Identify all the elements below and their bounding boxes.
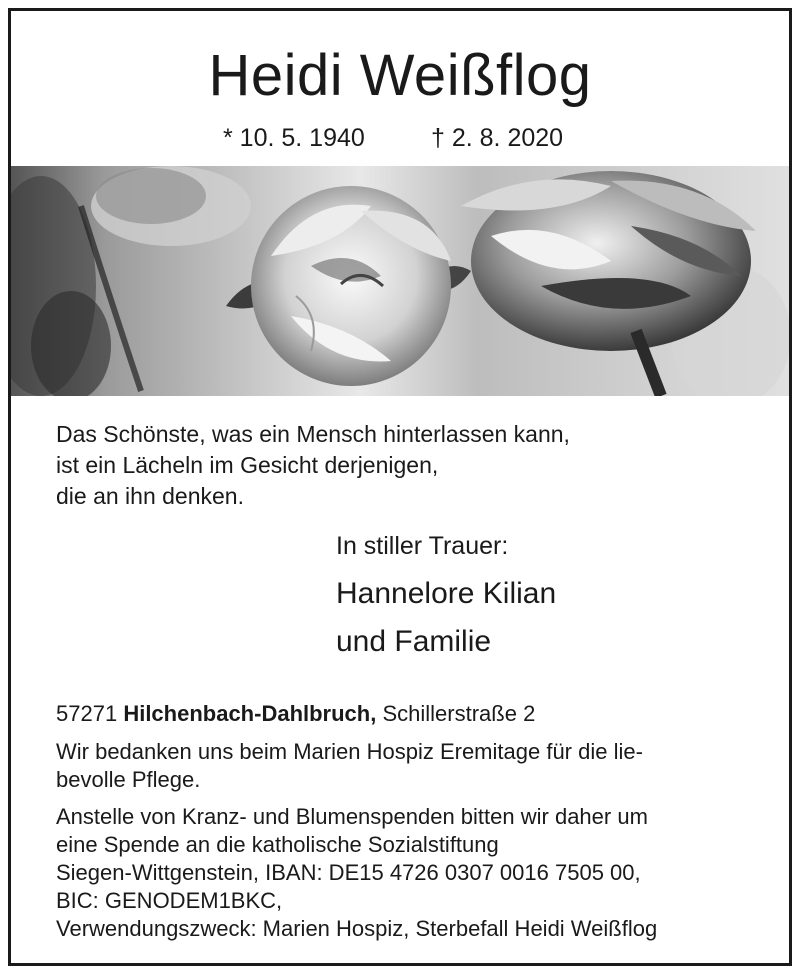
quote-line: die an ihn denken. [56,483,244,509]
roses-photo [11,166,789,396]
memorial-quote [56,419,570,512]
quote-line: ist ein Lächeln im Gesicht derjenigen, [56,452,439,478]
donation-line: BIC: GENODEM1BKC, [56,888,283,913]
birth-date: * 10. 5. 1940 [223,124,365,152]
mourner-name: Hannelore Kilian [336,577,557,610]
thanks-paragraph [56,738,643,794]
address-line [56,700,535,728]
donation-line: Siegen-Wittgenstein, IBAN: DE15 4726 0307 0016 7505 00, [56,860,641,885]
thanks-line: bevolle Pflege. [56,767,201,792]
mourning-label: In stiller Trauer: [336,532,509,560]
address-city: Hilchenbach-Dahlbruch, [123,701,377,726]
donation-line: eine Spende an die katholische Sozialstiftung [56,832,499,857]
thanks-line: Wir bedanken uns beim Marien Hospiz Eremitage für die lie- [56,739,643,764]
deceased-name: Heidi Weißflog [208,43,592,108]
address-street: Schillerstraße 2 [382,701,536,726]
donation-paragraph [56,803,657,943]
quote-line: Das Schönste, was ein Mensch hinterlassen kann, [56,421,570,447]
obituary-notice [8,8,792,966]
address-zip: 57271 [56,701,118,726]
death-date: † 2. 8. 2020 [431,124,564,152]
donation-line: Anstelle von Kranz- und Blumenspenden bitten wir daher um [56,804,648,829]
donation-line: Verwendungszweck: Marien Hospiz, Sterbefall Heidi Weißflog [56,916,658,941]
mourner-family: und Familie [336,625,492,658]
